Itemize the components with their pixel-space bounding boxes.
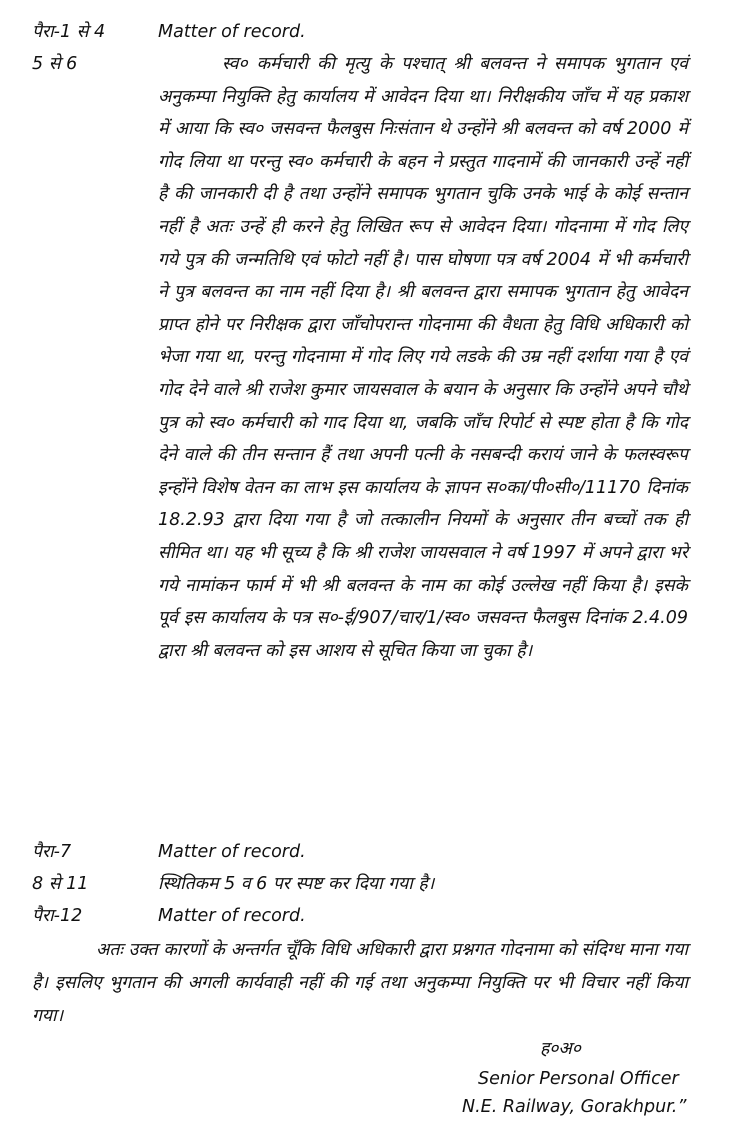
signature-designation: Senior Personal Officer xyxy=(478,1069,679,1089)
para-label: 5 से 6 xyxy=(32,54,78,74)
para-label: पैरा-1 से 4 xyxy=(32,22,106,42)
para-text: Matter of record. xyxy=(158,22,306,42)
conclusion-text: अतः उक्त कारणों के अन्तर्गत चूँकि विधि अधिकारी द्वारा प्रश्नगत गोदनामा को संदिग्ध माना गया है। इसलिए भुगतान की अगली कार्यवाही नहीं की गई तथा अनुकम्पा नियुक्ति पर भी विचार नहीं किया गया। xyxy=(32,940,688,1026)
para-label: 8 से 11 xyxy=(32,874,89,894)
para-label: पैरा-7 xyxy=(32,842,72,862)
signature-office: N.E. Railway, Gorakhpur.” xyxy=(462,1097,687,1117)
conclusion-paragraph xyxy=(32,934,688,1033)
para-text: Matter of record. xyxy=(158,906,306,926)
para-text: Matter of record. xyxy=(158,842,306,862)
para-text: स्थितिकम 5 व 6 पर स्पष्ट कर दिया गया है। xyxy=(158,874,435,894)
para-5-6-text: स्व० कर्मचारी की मृत्यु के पश्चात् श्री बलवन्त ने समापक भुगतान एवं अनुकम्पा नियुक्ति हेतु कार्यालय में आवेदन दिया था। निरीक्षकीय जाँच में यह प्रकाश में आया कि स्व० जसवन्त फैलबुस निःसंतान थे उन्होंने श्री बलवन्त को वर्ष 2000 में गोद लिया था परन्तु स्व० कर्मचारी के बहन ने प्रस्तुत गादनामें की जानकारी उन्हें नहीं है की जानकारी दी है तथा उन्होंने समापक भुगतान चुकि उनके भाई के कोई सन्तान नहीं है अतः उन्हें ही करने हेतु लिखित रूप से आवेदन दिया। गोदनामा में गोद लिए गये पुत्र की जन्मतिथि एवं फोटो नहीं है। पास घोषणा पत्र वर्ष 2004 में भी कर्मचारी ने पुत्र बलवन्त का नाम नहीं दिया है। श्री बलवन्त द्वारा समापक भुगतान हेतु आवेदन प्राप्त होने पर निरीक्षक द्वारा जाँचोपरान्त गोदनामा की वैधता हेतु विधि अधिकारी को भेजा गया था, परन्तु गोदनामा में गोद लिए गये लडके की उम्र नहीं दर्शाया गया है एवं गोद देने वाले श्री राजेश कुमार जायसवाल के बयान के अनुसार कि उन्होंने अपने चौथे पुत्र को स्व० कर्मचारी को गाद दिया था, जबकि जाँच रिपोर्ट से स्पष्ट होता है कि गोद देने वाले की तीन सन्तान हैं तथा अपनी पत्नी के नसबन्दी करायं जाने के फलस्वरूप इन्होंने विशेष वेतन का लाभ इस कार्यालय के ज्ञापन स०का/पी०सी०/11170 दिनांक 18.2.93 द्वारा दिया गया है जो तत्कालीन नियमों के अनुसार तीन बच्चों तक ही सीमित था। यह भी सूच्य है कि श्री राजेश जायसवाल ने वर्ष 1997 में अपने द्वारा भरे गये नामांकन फार्म में भी श्री बलवन्त के नाम का कोई उल्लेख नहीं किया है। इसके पूर्व इस कार्यालय के पत्र स०-ई/907/चार/1/स्व० जसवन्त फैलबुस दिनांक 2.4.09 द्वारा श्री बलवन्त को इस आशय से सूचित किया जा चुका है। xyxy=(158,54,688,661)
para-5-6-body xyxy=(158,48,688,667)
signature-initials: ह०अ० xyxy=(540,1039,581,1059)
para-label: पैरा-12 xyxy=(32,906,83,926)
